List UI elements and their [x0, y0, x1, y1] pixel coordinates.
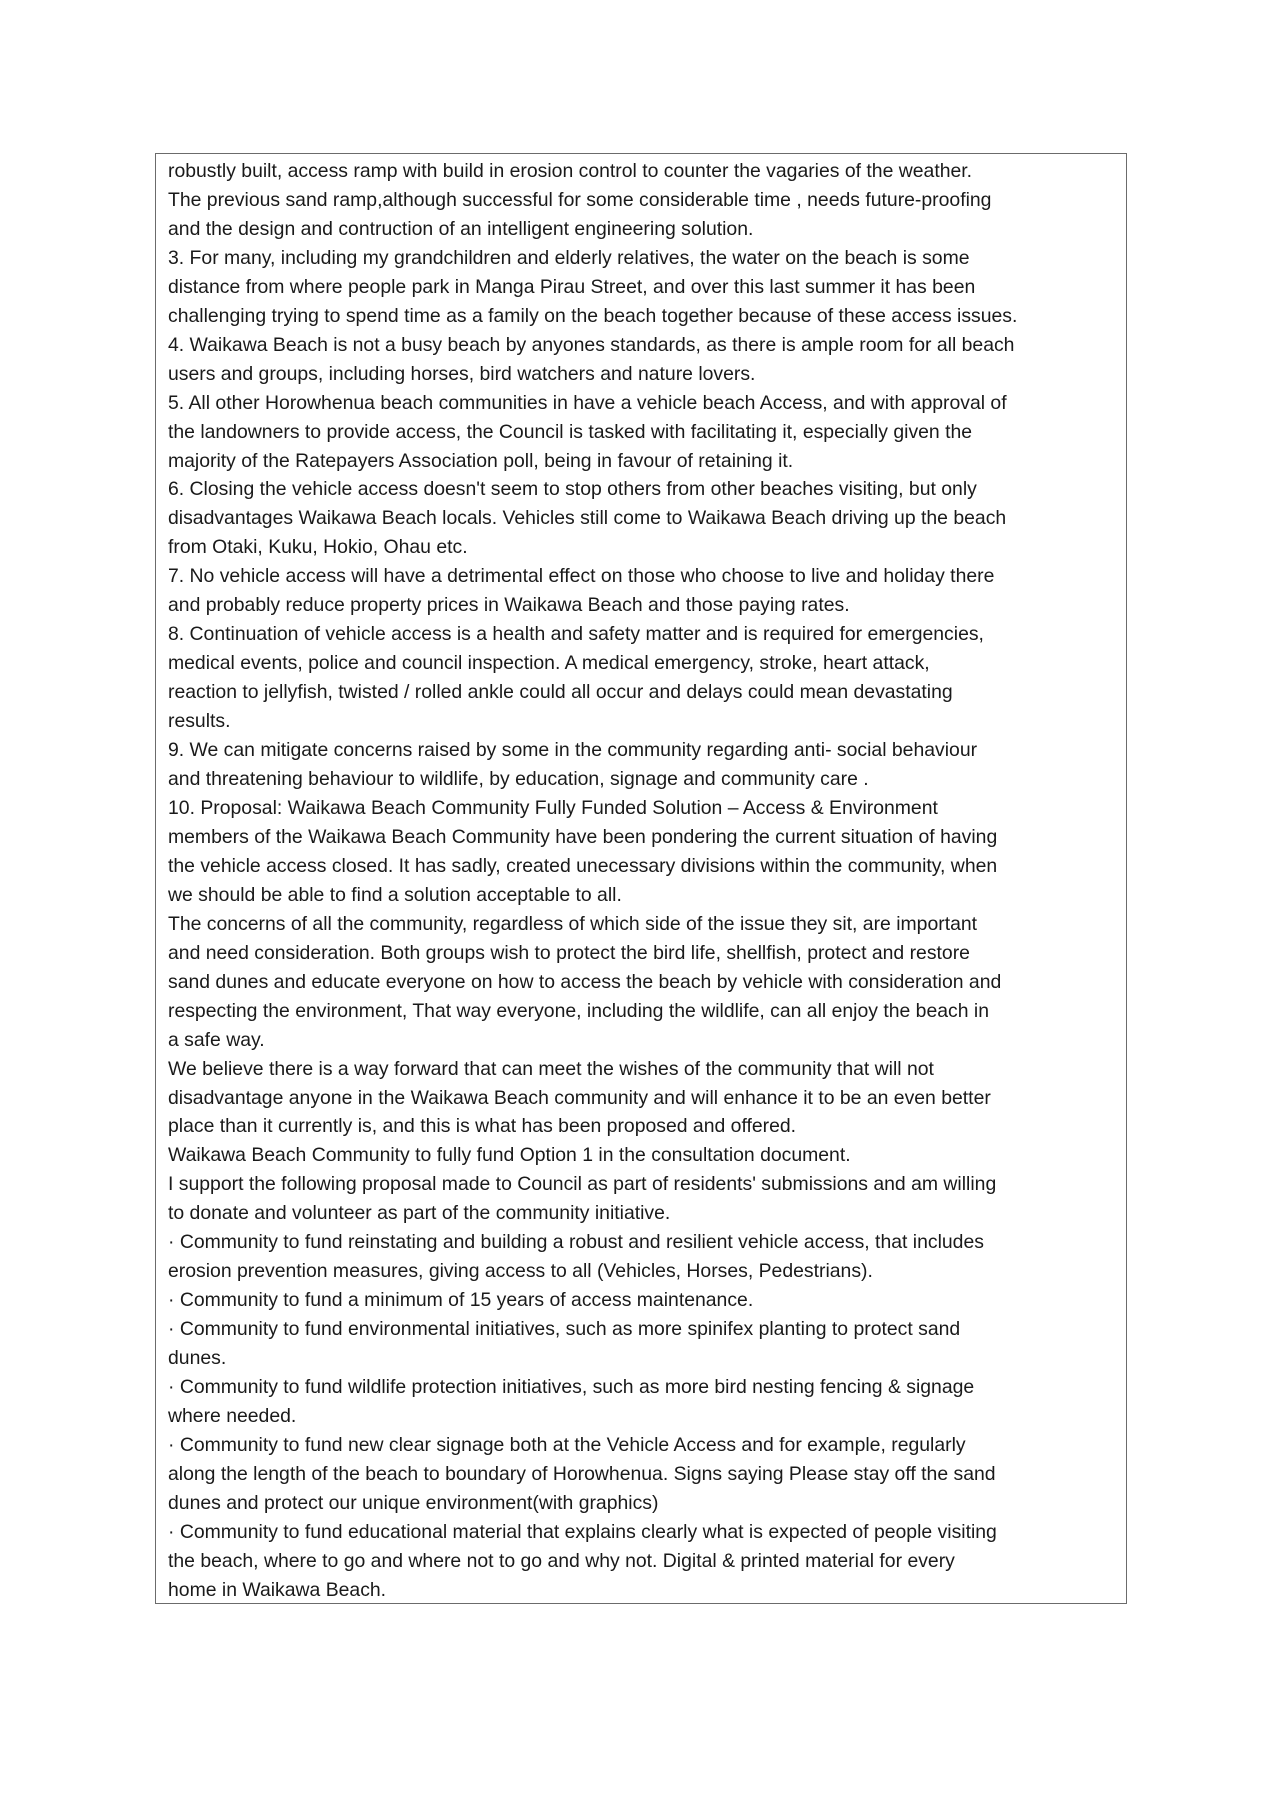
text-line: the beach, where to go and where not to go and why not. Digital & printed material for every [168, 1549, 955, 1572]
text-line: a safe way. [168, 1028, 265, 1051]
text-line: medical events, police and council inspection. A medical emergency, stroke, heart attack, [168, 652, 930, 675]
text-line: distance from where people park in Manga Pirau Street, and over this last summer it has been [168, 275, 976, 298]
text-line: home in Waikawa Beach. [168, 1578, 387, 1601]
text-line: place than it currently is, and this is what has been proposed and offered. [168, 1115, 797, 1138]
text-line: 7. No vehicle access will have a detrimental effect on those who choose to live and holiday there [168, 565, 995, 588]
text-line: · Community to fund environmental initiatives, such as more spinifex planting to protect sand [168, 1318, 961, 1341]
text-line: along the length of the beach to boundary of Horowhenua. Signs saying Please stay off the sand [168, 1462, 996, 1485]
text-line: the vehicle access closed. It has sadly, created unecessary divisions within the community, when [168, 854, 998, 877]
text-line: and need consideration. Both groups wish to protect the bird life, shellfish, protect and restore [168, 941, 970, 964]
text-line: 4. Waikawa Beach is not a busy beach by anyones standards, as there is ample room for all beach [168, 333, 1015, 356]
text-line: 3. For many, including my grandchildren and elderly relatives, the water on the beach is some [168, 246, 970, 269]
text-line: The previous sand ramp,although successful for some considerable time , needs future-proofing [168, 188, 992, 211]
text-line: reaction to jellyfish, twisted / rolled ankle could all occur and delays could mean devastating [168, 681, 953, 704]
text-line: disadvantages Waikawa Beach locals. Vehicles still come to Waikawa Beach driving up the beach [168, 507, 1007, 530]
text-line: 9. We can mitigate concerns raised by some in the community regarding anti- social behaviour [168, 739, 978, 762]
text-line: · Community to fund new clear signage both at the Vehicle Access and for example, regularly [168, 1433, 966, 1456]
text-line: dunes. [168, 1347, 227, 1370]
text-line: robustly built, access ramp with build in erosion control to counter the vagaries of the weather. [168, 160, 973, 182]
text-line: the landowners to provide access, the Council is tasked with facilitating it, especially given the [168, 420, 973, 443]
text-line: members of the Waikawa Beach Community have been pondering the current situation of having [168, 825, 998, 848]
text-line: Waikawa Beach Community to fully fund Option 1 in the consultation document. [168, 1144, 851, 1167]
text-line: 10. Proposal: Waikawa Beach Community Fully Funded Solution – Access & Environment [168, 796, 938, 819]
text-line: we should be able to find a solution acceptable to all. [168, 883, 622, 906]
text-line: dunes and protect our unique environment(with graphics) [168, 1491, 659, 1514]
text-line: respecting the environment, That way everyone, including the wildlife, can all enjoy the beach in [168, 999, 989, 1022]
text-line: and the design and contruction of an intelligent engineering solution. [168, 217, 754, 240]
text-line: 5. All other Horowhenua beach communities in have a vehicle beach Access, and with approval of [168, 391, 1007, 414]
text-line: users and groups, including horses, bird watchers and nature lovers. [168, 362, 756, 385]
submission-text-box [155, 153, 1127, 1604]
text-line: · Community to fund a minimum of 15 years of access maintenance. [168, 1289, 754, 1312]
text-line: sand dunes and educate everyone on how to access the beach by vehicle with consideration and [168, 970, 1002, 993]
text-line: 6. Closing the vehicle access doesn't seem to stop others from other beaches visiting, but only [168, 478, 977, 501]
text-line: challenging trying to spend time as a family on the beach together because of these access issues. [168, 304, 1018, 327]
text-line: erosion prevention measures, giving access to all (Vehicles, Horses, Pedestrians). [168, 1260, 873, 1283]
text-line: We believe there is a way forward that can meet the wishes of the community that will not [168, 1057, 934, 1080]
text-line: from Otaki, Kuku, Hokio, Ohau etc. [168, 536, 468, 559]
text-line: and threatening behaviour to wildlife, by education, signage and community care . [168, 768, 869, 791]
text-line: and probably reduce property prices in Waikawa Beach and those paying rates. [168, 594, 850, 617]
text-line: · Community to fund educational material that explains clearly what is expected of people visiting [168, 1520, 997, 1543]
text-line: The concerns of all the community, regardless of which side of the issue they sit, are important [168, 912, 978, 935]
text-line: where needed. [168, 1404, 297, 1427]
text-line: to donate and volunteer as part of the community initiative. [168, 1202, 671, 1225]
text-line: 8. Continuation of vehicle access is a health and safety matter and is required for emergencies, [168, 623, 984, 646]
text-line: I support the following proposal made to Council as part of residents' submissions and am willing [168, 1173, 997, 1196]
text-line: disadvantage anyone in the Waikawa Beach community and will enhance it to be an even better [168, 1086, 991, 1109]
text-line: results. [168, 710, 231, 733]
text-line: · Community to fund wildlife protection initiatives, such as more bird nesting fencing & signage [168, 1376, 975, 1399]
text-line: · Community to fund reinstating and building a robust and resilient vehicle access, that includes [168, 1231, 984, 1254]
text-line: majority of the Ratepayers Association poll, being in favour of retaining it. [168, 449, 794, 472]
